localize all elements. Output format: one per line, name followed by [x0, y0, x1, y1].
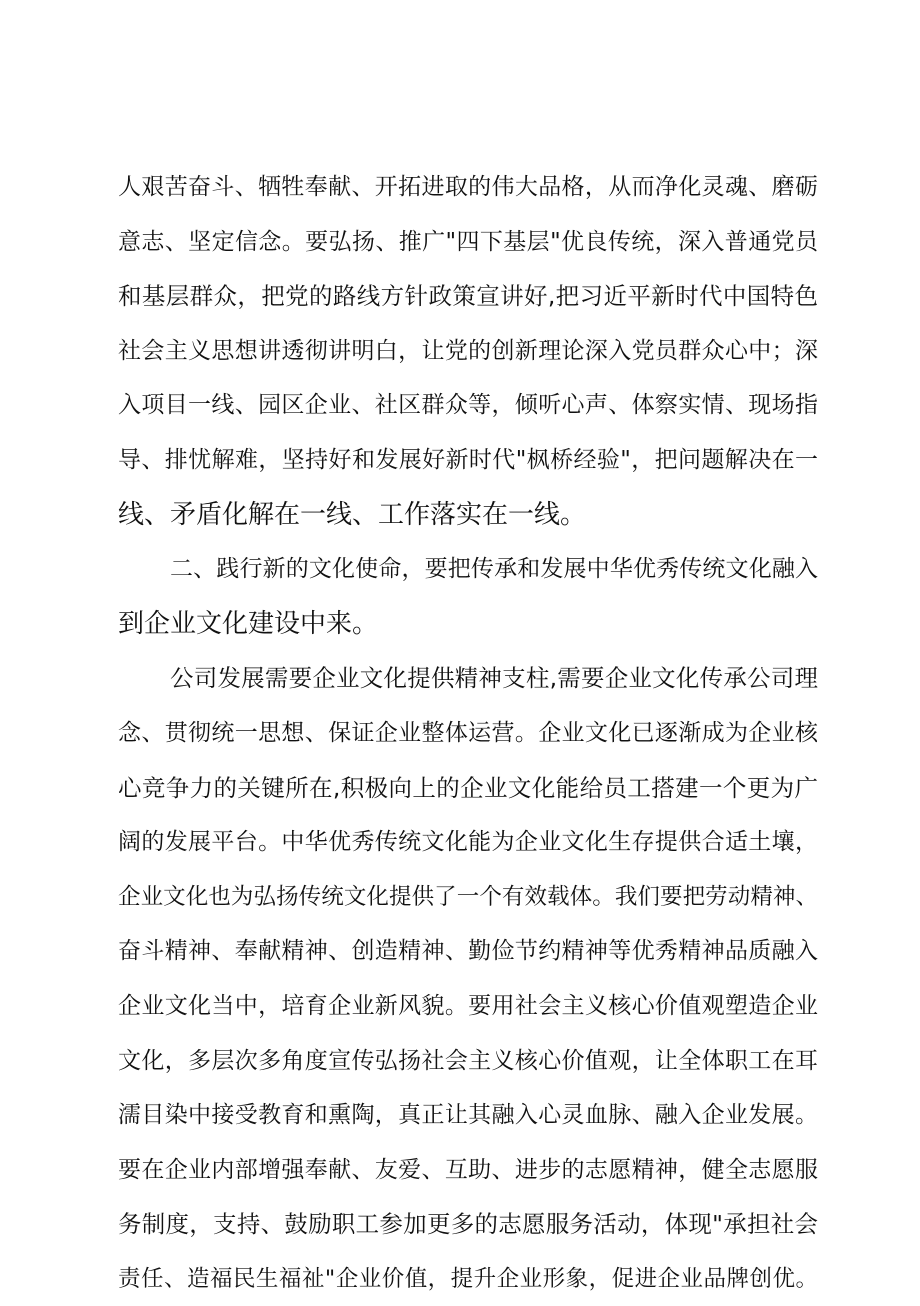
text-line: 人艰苦奋斗、牺牲奉献、开拓进取的伟大品格，从而净化灵魂、磨砺	[118, 174, 818, 200]
text-line: 企业文化也为弘扬传统文化提供了一个有效载体。我们要把劳动精神、	[118, 883, 818, 910]
text-line: 濡目染中接受教育和熏陶，真正让其融入心灵血脉、融入企业发展。	[118, 1102, 818, 1129]
section-heading-line: 二、践行新的文化使命，要把传承和发展中华优秀传统文化融入	[170, 556, 818, 583]
text-line: 奋斗精神、奉献精神、创造精神、勤俭节约精神等优秀精神品质融入	[118, 938, 818, 965]
body-text	[118, 160, 818, 1306]
text-line: 念、贯彻统一思想、保证企业整体运营。企业文化已逐渐成为企业核	[118, 719, 818, 746]
text-line: 意志、坚定信念。要弘扬、推广"四下基层"优良传统，深入普通党员	[118, 228, 818, 255]
text-line: 线、矛盾化解在一线、工作落实在一线。	[118, 499, 587, 530]
text-line: 心竞争力的关键所在,积极向上的企业文化能给员工搭建一个更为广	[118, 773, 818, 802]
section-heading-line: 到企业文化建设中来。	[118, 608, 379, 639]
text-line: 企业文化当中，培育企业新风貌。要用社会主义核心价值观塑造企业	[118, 992, 818, 1019]
text-line: 公司发展需要企业文化提供精神支柱,需要企业文化传承公司理	[170, 664, 818, 693]
text-line: 阔的发展平台。中华优秀传统文化能为企业文化生存提供合适土壤，	[118, 829, 818, 856]
text-line: 和基层群众，把党的路线方针政策宣讲好,把习近平新时代中国特色	[118, 282, 818, 311]
text-line: 文化，多层次多角度宣传弘扬社会主义核心价值观，让全体职工在耳	[118, 1047, 818, 1074]
text-line: 社会主义思想讲透彻讲明白，让党的创新理论深入党员群众心中；深	[118, 337, 818, 364]
text-line: 导、排忧解难，坚持好和发展好新时代"枫桥经验"，把问题解决在一	[118, 446, 818, 473]
text-line: 责任、造福民生福祉"企业价值，提升企业形象，促进企业品牌创优。	[118, 1265, 818, 1292]
text-line: 务制度，支持、鼓励职工参加更多的志愿服务活动，体现"承担社会	[118, 1210, 818, 1239]
text-line: 入项目一线、园区企业、社区群众等，倾听心声、体察实情、现场指	[118, 392, 818, 419]
text-line: 要在企业内部增强奉献、友爱、互助、进步的志愿精神，健全志愿服	[118, 1156, 818, 1183]
